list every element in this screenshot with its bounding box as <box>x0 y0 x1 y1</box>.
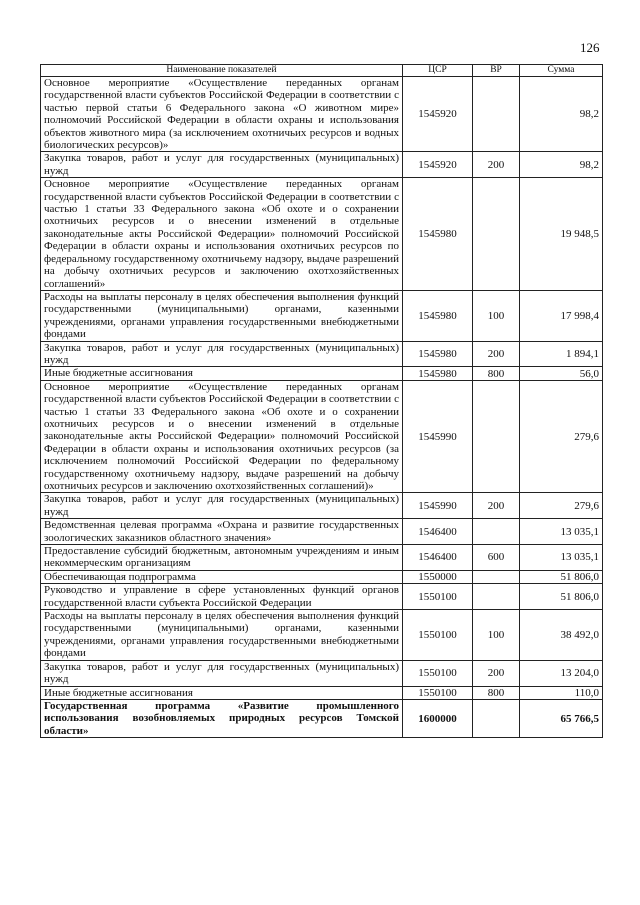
table-row <box>41 570 603 583</box>
row-csr: 1545980 <box>403 341 473 367</box>
table-row <box>41 178 603 291</box>
row-csr: 1550100 <box>403 584 473 610</box>
row-name: Иные бюджетные ассигнования <box>41 367 403 380</box>
table-row <box>41 660 603 686</box>
page-number: 126 <box>580 40 600 55</box>
table-row <box>41 699 603 737</box>
row-csr: 1546400 <box>403 545 473 571</box>
row-sum: 1 894,1 <box>520 341 603 367</box>
row-name: Основное мероприятие «Осуществление переданных органам государственной власти субъектов Российской Федерации в соответствии с частью 1 статьи 33 Федерального закона «Об охоте и о сохранении охотничьих ресурсов и о внесении изменений в отдельные законодательные акты Российской Федерации» полномочий Российской Федерации в области охраны и использования охотничьих ресурсов (за исключением полномочий Российской Федерации по федеральному государственному охотничьему надзору, выдаче разрешений на добычу охотничьих ресурсов и заключению охотхозяйственных соглашений)» <box>41 380 403 493</box>
row-sum: 13 204,0 <box>520 660 603 686</box>
row-csr: 1550100 <box>403 686 473 699</box>
row-sum: 98,2 <box>520 152 603 178</box>
table-row <box>41 686 603 699</box>
table-row <box>41 341 603 367</box>
row-vr <box>473 519 520 545</box>
row-vr: 200 <box>473 660 520 686</box>
row-csr: 1545980 <box>403 178 473 291</box>
row-name: Закупка товаров, работ и услуг для государственных (муниципальных) нужд <box>41 493 403 519</box>
row-csr: 1545980 <box>403 367 473 380</box>
table-row <box>41 493 603 519</box>
row-csr: 1545990 <box>403 380 473 493</box>
row-name: Расходы на выплаты персоналу в целях обеспечения выполнения функций государственными (муниципальными) органами, казенными учреждениями, органами управления государственными внебюджетными фондами <box>41 290 403 341</box>
row-csr: 1545980 <box>403 290 473 341</box>
table-row <box>41 545 603 571</box>
row-vr: 800 <box>473 686 520 699</box>
row-csr: 1550100 <box>403 660 473 686</box>
row-csr: 1600000 <box>403 699 473 737</box>
row-vr <box>473 380 520 493</box>
row-csr: 1545990 <box>403 493 473 519</box>
row-sum: 98,2 <box>520 77 603 152</box>
header-sum: Сумма <box>520 65 603 77</box>
row-name: Иные бюджетные ассигнования <box>41 686 403 699</box>
row-name: Расходы на выплаты персоналу в целях обеспечения выполнения функций государственными (муниципальными) органами, казенными учреждениями, органами управления государственными внебюджетными фондами <box>41 610 403 661</box>
row-csr: 1550100 <box>403 610 473 661</box>
row-sum: 51 806,0 <box>520 570 603 583</box>
row-sum: 38 492,0 <box>520 610 603 661</box>
row-name: Руководство и управление в сфере установленных функций органов государственной власти субъекта Российской Федерации <box>41 584 403 610</box>
row-name: Основное мероприятие «Осуществление переданных органам государственной власти субъектов Российской Федерации в соответствии с частью 1 статьи 33 Федерального закона «Об охоте и о сохранении охотничьих ресурсов и о внесении изменений в отдельные законодательные акты Российской Федерации» полномочий Российской Федерации в области охраны и использования охотничьих ресурсов по федеральному государственному охотничьему надзору, выдаче разрешений на добычу охотничьих ресурсов и заключению охотхозяйственных соглашений» <box>41 178 403 291</box>
row-sum: 110,0 <box>520 686 603 699</box>
row-sum: 13 035,1 <box>520 545 603 571</box>
row-vr: 200 <box>473 341 520 367</box>
table-row <box>41 290 603 341</box>
table-row <box>41 519 603 545</box>
header-vr: ВР <box>473 65 520 77</box>
table-row <box>41 77 603 152</box>
row-sum: 279,6 <box>520 493 603 519</box>
row-sum: 19 948,5 <box>520 178 603 291</box>
row-name: Государственная программа «Развитие промышленного использования возобновляемых природных ресурсов Томской области» <box>41 699 403 737</box>
table-body <box>41 77 603 738</box>
row-name: Основное мероприятие «Осуществление переданных органам государственной власти субъектов Российской Федерации в соответствии с частью первой статьи 6 Федерального закона «О животном мире» полномочий Российской Федерации в области охраны и использования объектов животного мира (за исключением охотничьих ресурсов и водных биологических ресурсов)» <box>41 77 403 152</box>
row-name: Закупка товаров, работ и услуг для государственных (муниципальных) нужд <box>41 660 403 686</box>
table-row <box>41 584 603 610</box>
row-csr: 1545920 <box>403 152 473 178</box>
row-vr: 800 <box>473 367 520 380</box>
row-name: Обеспечивающая подпрограмма <box>41 570 403 583</box>
row-vr: 200 <box>473 493 520 519</box>
row-csr: 1545920 <box>403 77 473 152</box>
row-sum: 17 998,4 <box>520 290 603 341</box>
row-sum: 279,6 <box>520 380 603 493</box>
row-vr <box>473 699 520 737</box>
table-header-row <box>41 65 603 77</box>
table-row <box>41 610 603 661</box>
table-row <box>41 367 603 380</box>
row-vr <box>473 77 520 152</box>
row-sum: 56,0 <box>520 367 603 380</box>
row-vr: 200 <box>473 152 520 178</box>
row-sum: 65 766,5 <box>520 699 603 737</box>
header-csr: ЦСР <box>403 65 473 77</box>
row-name: Ведомственная целевая программа «Охрана и развитие государственных зоологических заказников областного значения» <box>41 519 403 545</box>
row-vr <box>473 570 520 583</box>
row-name: Предоставление субсидий бюджетным, автономным учреждениям и иным некоммерческим организациям <box>41 545 403 571</box>
table-row <box>41 380 603 493</box>
row-csr: 1546400 <box>403 519 473 545</box>
row-vr <box>473 178 520 291</box>
row-vr <box>473 584 520 610</box>
row-sum: 51 806,0 <box>520 584 603 610</box>
row-name: Закупка товаров, работ и услуг для государственных (муниципальных) нужд <box>41 152 403 178</box>
row-csr: 1550000 <box>403 570 473 583</box>
budget-table <box>40 64 603 738</box>
row-vr: 100 <box>473 610 520 661</box>
header-name: Наименование показателей <box>41 65 403 77</box>
row-name: Закупка товаров, работ и услуг для государственных (муниципальных) нужд <box>41 341 403 367</box>
row-sum: 13 035,1 <box>520 519 603 545</box>
row-vr: 600 <box>473 545 520 571</box>
table-row <box>41 152 603 178</box>
row-vr: 100 <box>473 290 520 341</box>
